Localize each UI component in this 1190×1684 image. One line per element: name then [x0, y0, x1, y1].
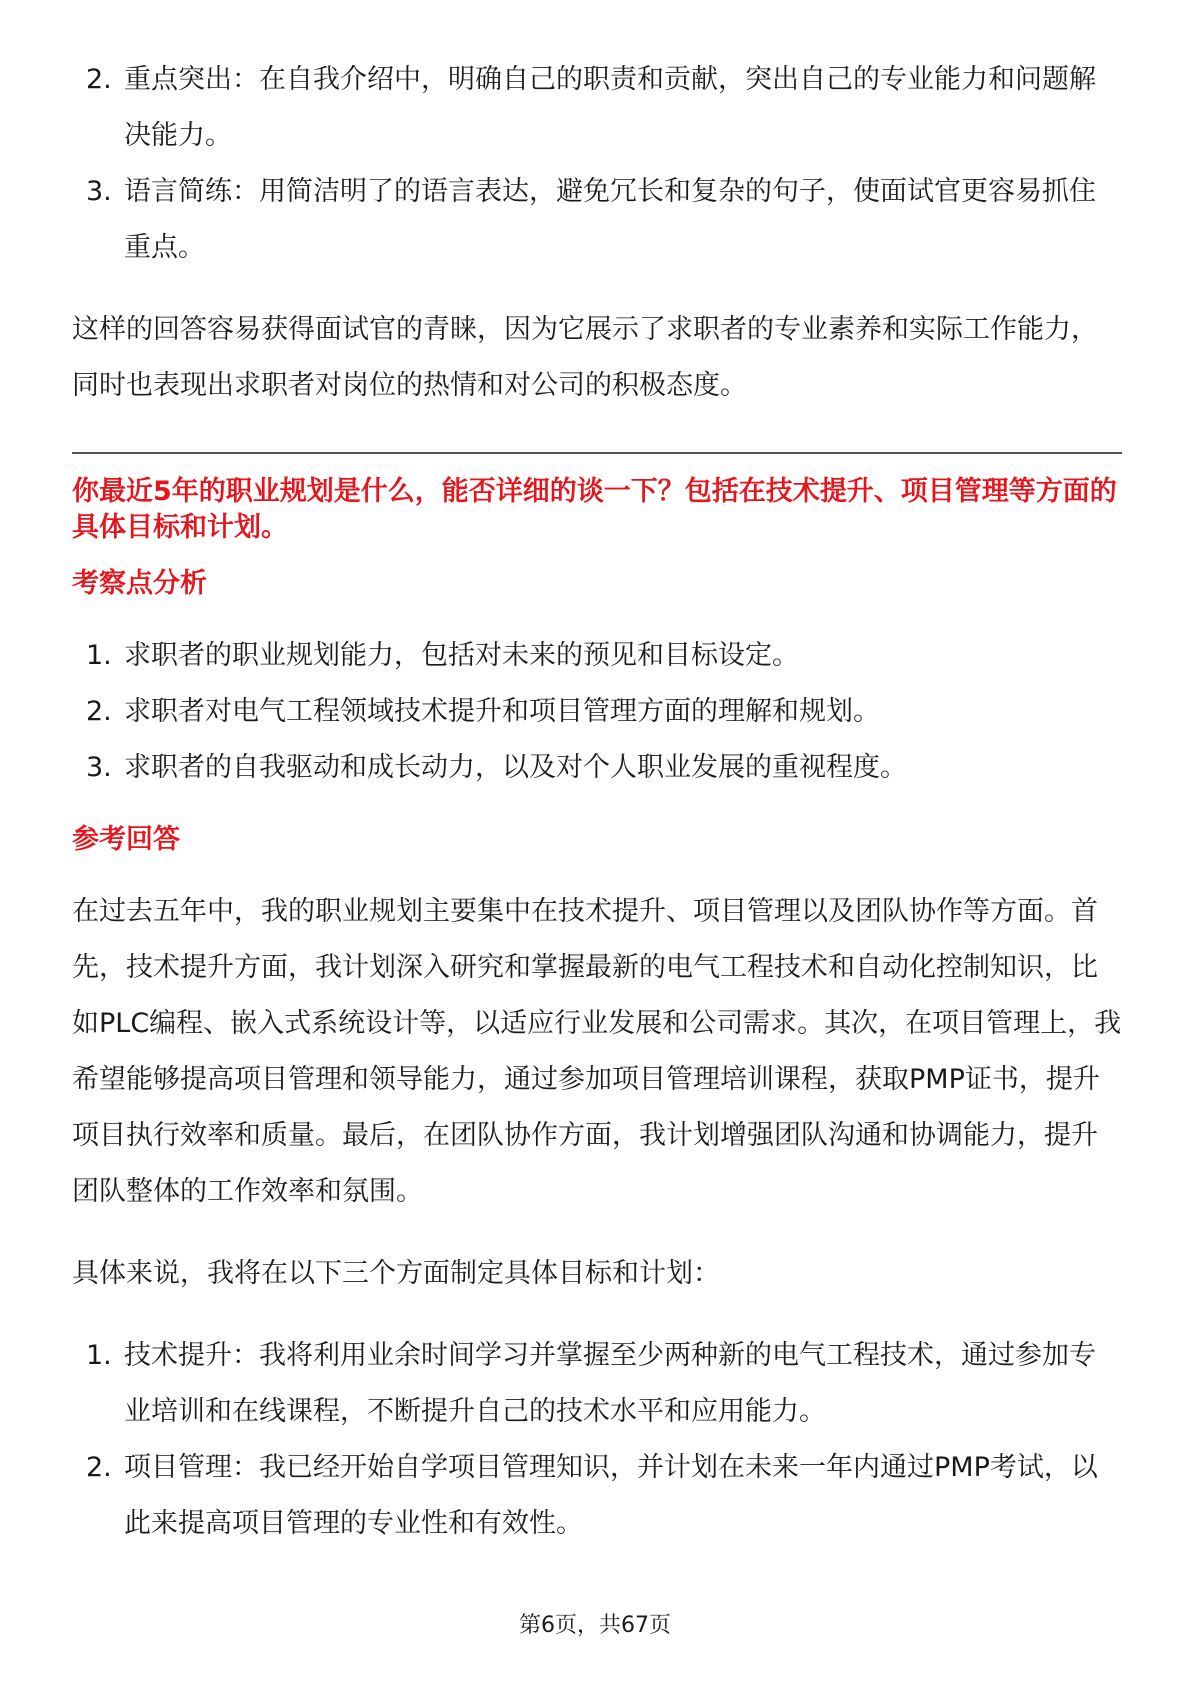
top-list: [72, 52, 1122, 276]
answer-heading: 参考回答: [72, 824, 180, 855]
list-item-text: 重点突出：在自我介绍中，明确自己的职责和贡献，突出自己的专业能力和问题解决能力。: [124, 64, 1096, 151]
list-item-number: 2.: [86, 696, 112, 727]
analysis-heading: 考察点分析: [72, 568, 207, 599]
list-item-text: 项目管理：我已经开始自学项目管理知识，并计划在未来一年内通过PMP考试，以此来提高项目管理的专业性和有效性。: [124, 1452, 1098, 1539]
list-item: [72, 740, 1122, 796]
list-item-number: 2.: [86, 1452, 112, 1483]
question-title: 你最近5年的职业规划是什么，能否详细的谈一下？包括在技术提升、项目管理等方面的具体目标和计划。: [72, 476, 1117, 543]
list-item: [72, 52, 1122, 164]
list-item-number: 1.: [86, 640, 112, 671]
list-item: [72, 1440, 1122, 1552]
list-item-text: 求职者对电气工程领域技术提升和项目管理方面的理解和规划。: [124, 696, 880, 727]
list-item-number: 3.: [86, 752, 112, 783]
list-item-text: 求职者的自我驱动和成长动力，以及对个人职业发展的重视程度。: [124, 752, 907, 783]
answer-paragraph: 在过去五年中，我的职业规划主要集中在技术提升、项目管理以及团队协作等方面。首先，技术提升方面，我计划深入研究和掌握最新的电气工程技术和自动化控制知识，比如PLC编程、嵌入式系统设计等，以适应行业发展和公司需求。其次，在项目管理上，我希望能够提高项目管理和领导能力，通过参加项目管理培训课程，获取PMP证书，提升项目执行效率和质量。最后，在团队协作方面，我计划增强团队沟通和协调能力，提升团队整体的工作效率和氛围。: [72, 896, 1122, 1207]
list-item-text: 语言简练：用简洁明了的语言表达，避免冗长和复杂的句子，使面试官更容易抓住重点。: [124, 176, 1096, 263]
page-footer: 第6页，共67页: [519, 1613, 671, 1638]
list-item: [72, 628, 1122, 684]
list-item: [72, 164, 1122, 276]
list-item-number: 1.: [86, 1340, 112, 1371]
document-page: [72, 0, 1122, 1552]
section-divider: [72, 452, 1122, 454]
list-item-number: 3.: [86, 176, 112, 207]
analysis-list: [72, 628, 1122, 796]
list-item: [72, 684, 1122, 740]
answer-intro-paragraph: 具体来说，我将在以下三个方面制定具体目标和计划：: [72, 1258, 720, 1289]
list-item-text: 技术提升：我将利用业余时间学习并掌握至少两种新的电气工程技术，通过参加专业培训和在线课程，不断提升自己的技术水平和应用能力。: [124, 1340, 1096, 1427]
list-item-number: 2.: [86, 64, 112, 95]
list-item-text: 求职者的职业规划能力，包括对未来的预见和目标设定。: [124, 640, 799, 671]
answer-list: [72, 1328, 1122, 1552]
summary-paragraph: 这样的回答容易获得面试官的青睐，因为它展示了求职者的专业素养和实际工作能力，同时也表现出求职者对岗位的热情和对公司的积极态度。: [72, 314, 1098, 401]
list-item: [72, 1328, 1122, 1440]
